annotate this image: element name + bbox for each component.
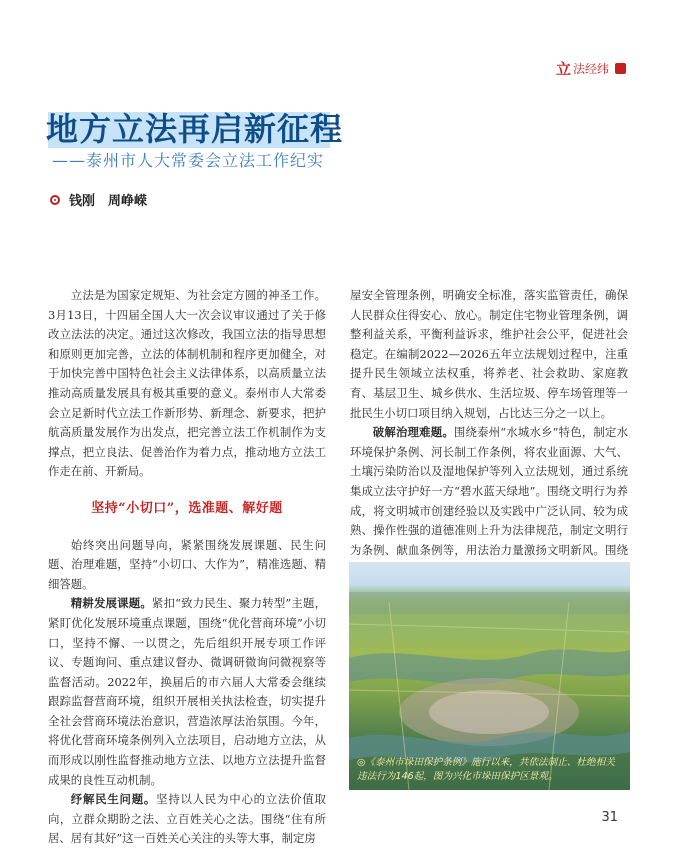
title-block bbox=[46, 104, 343, 150]
paragraph: 屋安全管理条例，明确安全标准，落实监管责任，确保人民群众住得安心、放心。制定住宅物业管理条例，调整利益关系，平衡利益诉求，维护社会公平，促进社会稳定。在编制2022—2026五年立法规划过程中，注重提升民生领域立法权重，将养老、社会救助、家庭教育、基层卫生、城乡供水、生活垃圾、停车场管理等一批民生小切口项目纳入规划，占比达三分之一以上。 bbox=[350, 288, 628, 420]
section-tag bbox=[556, 58, 626, 79]
paragraph-lead: 精耕发展课题。 bbox=[70, 596, 152, 611]
authors: 钱刚 周峥嵘 bbox=[69, 194, 148, 209]
bullet-icon bbox=[50, 195, 60, 205]
right-column bbox=[350, 286, 628, 580]
paragraph-lead: 纾解民生问题。 bbox=[70, 792, 157, 807]
page-subtitle: ——泰州市人大常委会立法工作纪实 bbox=[52, 151, 325, 170]
paragraph bbox=[48, 594, 326, 790]
photo-caption: ◎《泰州市垛田保护条例》施行以来，共依法制止、杜绝相关违法行为146起，图为兴化市垛田保护区景观。 bbox=[357, 757, 615, 782]
section-tag-label: 法经纬 bbox=[572, 62, 609, 76]
page-title: 地方立法再启新征程 bbox=[46, 110, 344, 148]
paragraph bbox=[48, 790, 326, 849]
aerial-photo bbox=[349, 562, 630, 790]
paragraph-body: 紧扣“致力民生、聚力转型”主题，紧盯优化发展环境重点课题，围绕“优化营商环境”小切口，坚持不懈、一以贯之，先后组织开展专项工作评议、专题询问、重点建议督办、微调研微询问微视察等监督活动。2022年，换届后的市六届人大常委会继续跟踪监督营商环境，组织开展相关执法检查，切实提升全社会营商环境法治意识，营造浓厚法治氛围。今年，将优化营商环境条例列入立法项目，启动地方立法，从而形成以刚性监督推动地方立法、以地方立法提升监督成果的良性互动机制。 bbox=[48, 596, 326, 787]
paragraph: 始终突出问题导向，紧紧围绕发展课题、民生问题、治理难题，坚持“小切口、大作为”，精准选题、精细答题。 bbox=[48, 537, 326, 591]
paragraph bbox=[350, 423, 628, 580]
paragraph: 立法是为国家定规矩、为社会定方圆的神圣工作。3月13日，十四届全国人大一次会议审议通过了关于修改立法法的决定。通过这次修改，我国立法的指导思想和原则更加完善，立法的体制机制和程序更加健全，对于加快完善中国特色社会主义法律体系，以高质量立法推动高质量发展具有极其重要的意义。泰州市人大常委会立足新时代立法工作新形势、新理念、新要求，把护航高质量发展作为出发点，把完善立法工作机制作为支撑点，把立良法、促善治作为着力点，推动地方立法工作走在前、开新局。 bbox=[48, 288, 326, 479]
page-number: 31 bbox=[601, 810, 618, 825]
pen-icon bbox=[615, 63, 626, 74]
section-tag-initial: 立 bbox=[555, 60, 571, 78]
byline bbox=[50, 190, 147, 209]
paragraph-lead: 破解治理难题。 bbox=[372, 425, 454, 440]
paragraph-body: 坚持以人民为中心的立法价值取向，立群众期盼之法、立百姓关心之法。围绕“住有所居、居有其好”这一百姓关心关注的头等大事，制定房 bbox=[48, 792, 326, 846]
paragraph-body: 围绕泰州“水城水乡”特色，制定水环境保护条例、河长制工作条例，将农业面源、大气、土壤污染防治以及湿地保护等列入立法规划，通过系统集成立法守护好一方“碧水蓝天绿地”。围绕文明行为养成，将文明城市创建经验以及实践中广泛认同、较为成熟、操作性强的道德准则上升为法律规范，制定文明行为条例、献血条例等，用法治力量激扬文明新风。围绕 bbox=[350, 425, 628, 557]
section-heading: 坚持“小切口”，选准题、解好题 bbox=[91, 500, 283, 516]
left-column bbox=[48, 286, 326, 849]
